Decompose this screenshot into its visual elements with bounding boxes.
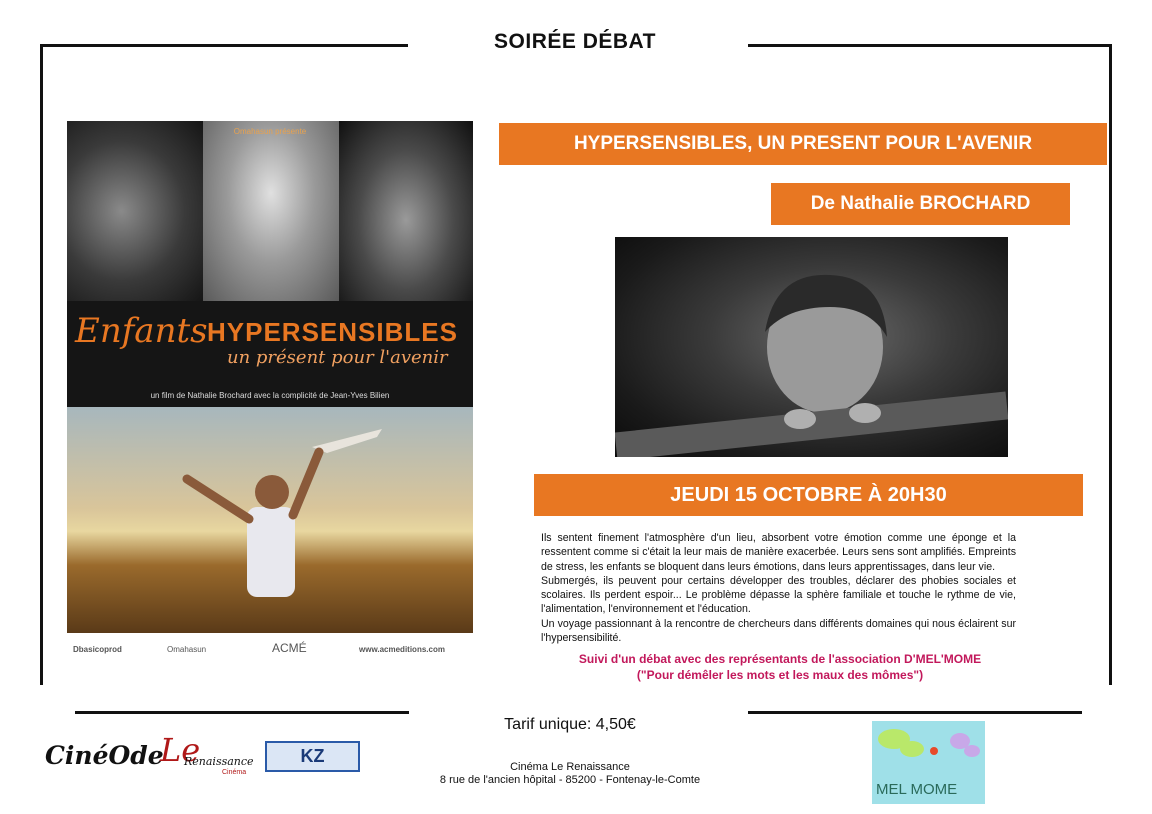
poster-website: www.acmeditions.com (359, 645, 445, 654)
boy-leaning-on-fence (615, 237, 1008, 457)
poster-subtitle: un présent pour l'avenir (227, 347, 448, 368)
date-banner (534, 474, 1083, 516)
poster-credit: un film de Nathalie Brochard avec la complicité de Jean-Yves Bilien (150, 391, 390, 400)
event-date: JEUDI 15 OCTOBRE À 20H30 (670, 483, 947, 506)
description-paragraph: Submergés, ils peuvent pour certains développer des troubles, déclarer des phobies sociales et scolaires. Ils perdent espoir... Le problème dépasse la sphère familiale et touche le rythme de vie, l'alimentation, l'environnement et l'éducation. (541, 574, 1016, 616)
debate-line-2: ("Pour démêler les mots et les maux des mômes") (636, 668, 924, 682)
logo-cineode: CinéOde (45, 741, 164, 770)
logo-renaissance (160, 731, 255, 787)
description-paragraph: Ils sentent finement l'atmosphère d'un lieu, absorbent votre émotion comme une éponge et la ressentent comme si c'était la leur mais de manière exacerbée. Leurs sens sont amplifiés. Empreints de stress, les enfants se bloquent dans leurs émotions, dans leurs apprentissages, dans leur vie. (541, 532, 1016, 573)
footer-line-left (75, 711, 409, 714)
poster-title-bold: HYPERSENSIBLES (207, 317, 458, 347)
logo-renaissance-name: Renaissance (184, 755, 254, 768)
logo-omahasun: Omahasun (167, 645, 207, 654)
film-title: HYPERSENSIBLES, UN PRESENT POUR L'AVENIR (573, 133, 1033, 154)
ticket-price: Tarif unique: 4,50€ (504, 716, 636, 733)
poster-presents: Omahasun présente (233, 127, 307, 136)
frame-left (40, 44, 43, 685)
poster-field-photo (67, 407, 473, 633)
butterflies-icon (872, 721, 985, 781)
boy-with-plane-silhouette (67, 407, 473, 633)
venue-name: Cinéma Le Renaissance (510, 761, 630, 773)
logo-melmome (872, 721, 985, 804)
director: De Nathalie BROCHARD (810, 193, 1031, 214)
poster-logos (67, 633, 473, 671)
debate-line-1: Suivi d'un débat avec des représentants de l'association D'MEL'MOME (578, 652, 982, 666)
frame-top-left (40, 44, 408, 47)
logo-kz (265, 741, 360, 772)
description-paragraph: Un voyage passionnant à la rencontre de chercheurs dans différents domaines qui nous éclairent sur l'hypersensibilité. (541, 617, 1016, 645)
frame-top-right (748, 44, 1112, 47)
logo-basicoprod: Dbasicoprod (73, 645, 122, 654)
frame-right (1109, 44, 1112, 685)
poster-top (67, 121, 473, 407)
poster-panel-girl (203, 121, 339, 301)
poster-panel-bear (339, 121, 473, 301)
logo-melmome-text: MEL MOME (876, 781, 958, 798)
page-title: SOIRÉE DÉBAT (494, 30, 656, 53)
logo-renaissance-le: Le (160, 731, 201, 769)
footer-line-right (748, 711, 1082, 714)
debate-announcement (520, 651, 1040, 683)
director-banner (771, 183, 1070, 225)
logo-renaissance-sub: Cinéma (222, 769, 247, 776)
boy-photo (615, 237, 1008, 457)
logo-kz-text: KZ (300, 746, 325, 766)
film-title-banner (499, 123, 1107, 165)
venue-address (400, 761, 740, 787)
logo-acme: ACMÉ (272, 641, 307, 655)
film-poster (67, 121, 473, 671)
poster-panel-hand (67, 121, 203, 301)
poster-title-script: Enfants (75, 311, 208, 351)
venue-street: 8 rue de l'ancien hôpital - 85200 - Fontenay-le-Comte (439, 774, 701, 786)
film-description (541, 531, 1016, 645)
